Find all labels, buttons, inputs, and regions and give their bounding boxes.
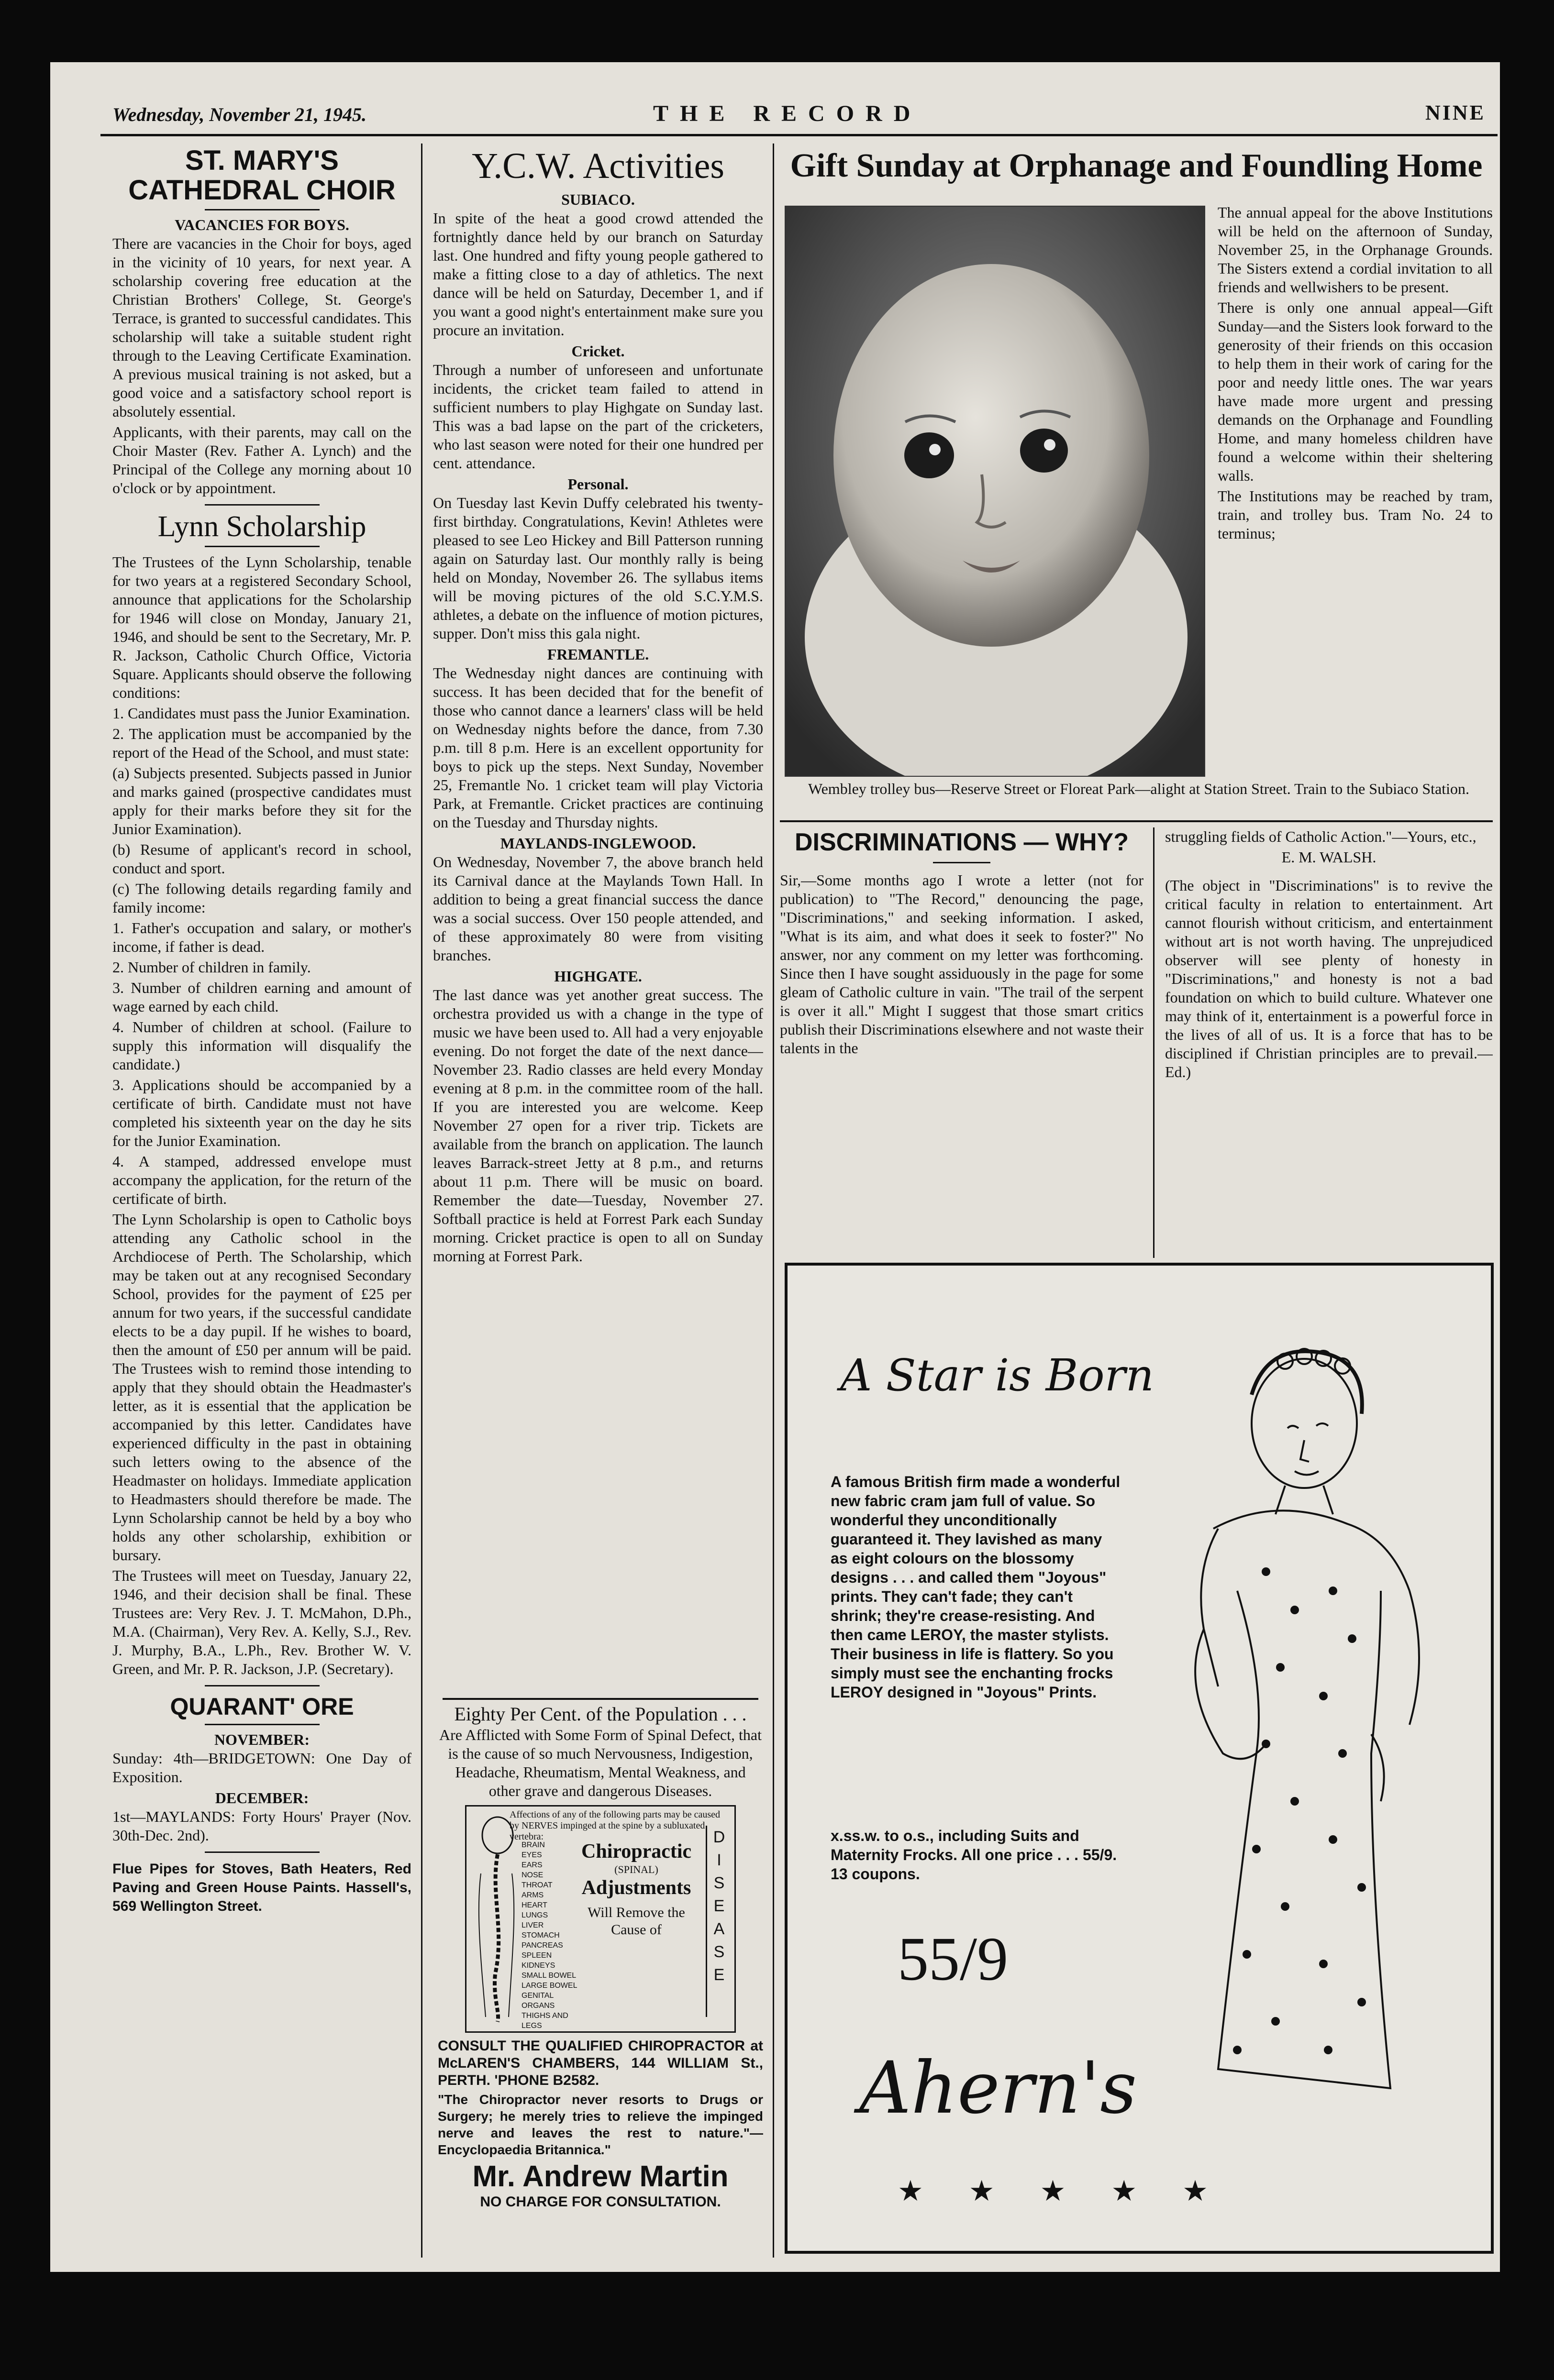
section-rule xyxy=(780,820,1493,822)
orphanage-paragraph: The Institutions may be reached by tram, train, and trolley bus. Tram No. 24 to terminus; xyxy=(1218,487,1493,542)
paper-name: THE RECORD xyxy=(653,101,922,126)
organ-item: THIGHS AND LEGS xyxy=(522,2012,568,2030)
chiropractor-ad xyxy=(438,1703,763,2258)
chiro-consult: CONSULT THE QUALIFIED CHIROPRACTOR at McLAREN'S CHAMBERS, 144 WILLIAM St., PERTH. 'PHONE B2582. xyxy=(438,2038,763,2088)
issue-date: Wednesday, November 21, 1945. xyxy=(112,104,367,125)
discriminations-cont-text: struggling fields of Catholic Action."—Yours, etc., xyxy=(1165,828,1476,845)
ycw-section-head: HIGHGATE. xyxy=(554,968,642,985)
ad-price: 55/9 xyxy=(898,1925,1009,1994)
ad-sizes: x.ss.w. to o.s., including Suits and Maternity Frocks. All one price . . . 55/9. 13 coupons. xyxy=(831,1827,1117,1883)
discriminations-letter xyxy=(780,827,1143,1272)
column-1 xyxy=(112,146,411,2260)
ad-rule xyxy=(443,1698,758,1700)
lynn-paragraph: (b) Resume of applicant's record in school, conduct and sport. xyxy=(112,841,411,877)
discriminations-letter-text: Sir,—Some months ago I wrote a letter (not for publication) to "The Record," denouncing the page, "Discriminations," and seeking information. I asked, "What is its aim, and what does it seek to foster?" No answer, nor any comment on my letter was forthcoming. Since then I have sought assiduously in the page for some gleam of Catholic culture in vain. "The trail of the serpent is over it all." Might I suggest that those smart critics publish their Discriminations elsewhere and not waste their talents in the xyxy=(780,871,1143,1057)
quarant-title: QUARANT' ORE xyxy=(170,1693,354,1720)
adjustments-word: Adjustments xyxy=(581,1877,691,1899)
column-rule-1 xyxy=(421,143,422,2258)
lynn-paragraph: The Trustees of the Lynn Scholarship, tenable for two years at a registered Secondary School, announce that applications for the Scholarship for 1946 will close on Monday, January 21, 1946, and should be sent to the Secretary, Mr. P. R. Jackson, Catholic Church Office, Victoria Square. Applicants should observe the following conditions: xyxy=(112,553,411,701)
baby-portrait-image xyxy=(786,207,1204,776)
will-remove: Will Remove the Cause of xyxy=(588,1905,685,1938)
organ-item: EYES xyxy=(522,1851,542,1859)
organ-item: KIDNEYS xyxy=(522,1961,555,1970)
lynn-paragraph: 1. Father's occupation and salary, or mother's income, if father is dead. xyxy=(112,919,411,955)
choir-title: ST. MARY'S CATHEDRAL CHOIR xyxy=(128,146,396,206)
lynn-paragraph: The Trustees will meet on Tuesday, January 22, 1946, and their decision shall be final. These Trustees are: Very Rev. J. T. McMahon, D.Ph., M.A. (Chairman), Very Rev. A. Kelly, S.J., Rev. J. Murphy, B.A., L.Ph., Rev. Brother W. V. Green, and Mr. P. R. Jackson, J.P. (Secretary). xyxy=(112,1567,411,1677)
divider xyxy=(205,1685,320,1686)
ycw-section-body: The last dance was yet another great success. The orchestra provided us with a change in the type of music we have been used to. All had a very enjoyable evening. Do not forget the date of the next dance—November 23. Radio classes are held every Monday evening at 8 p.m. in the committee room of the hall. If you are interested you are welcome. Keep November 27 open for a river trip. Tickets are available from the branch on application. The launch leaves Barrack-street Jetty at 8 p.m., and returns about 11 p.m. There will be music on board. Remember the date—Tuesday, November 27. Softball practice is held at Forrest Park each Sunday morning. Cricket practice is open to all on Sunday morning at Forrest Park. xyxy=(433,986,763,1265)
organ-item: BRAIN xyxy=(522,1841,545,1849)
lynn-title: Lynn Scholarship xyxy=(157,510,366,543)
ycw-section-body: On Tuesday last Kevin Duffy celebrated his twenty-first birthday. Congratulations, Kevin! Athletes were pleased to see Leo Hickey and Bill Patterson running again on Saturday last. Our monthly rally is being held on Monday, November 26. The syllabus items will be moving pictures of the old S.C.Y.M.S. athletes, a debate on the influence of motion pictures, supper. Don't miss this gala night. xyxy=(433,494,763,642)
organ-item: PANCREAS xyxy=(522,1941,563,1950)
chiro-box xyxy=(465,1805,736,2033)
ad-body: A famous British firm made a wonderful new fabric cram jam full of value. So wonderful they unconditionally guaranteed it. They lavished as many as eight colours on the blossomy designs . . . and called them "Joyous" prints. They can't fade; they can't shrink; they're crease-resisting. And then came LEROY, the master stylists. Their business in life is flattery. So you simply must see the enchanting frocks LEROY designed in "Joyous" Prints. xyxy=(831,1473,1121,1701)
quarant-nov-head: NOVEMBER: xyxy=(214,1731,310,1748)
lynn-paragraph: (a) Subjects presented. Subjects passed in Junior and marks gained (prospective candidates must apply for their marks before they sit for the Junior Examination). xyxy=(112,764,411,837)
chiro-free: NO CHARGE FOR CONSULTATION. xyxy=(480,2194,721,2210)
disease-letter: S xyxy=(713,1874,725,1892)
ycw-section-head: MAYLANDS-INGLEWOOD. xyxy=(500,835,696,852)
ycw-section-body: The Wednesday night dances are continuing with success. It has been decided that for the benefit of those who cannot dance a learners' class will be held on Wednesday nights before the dance, from 7.30 p.m. till 8 p.m. Here is an excellent opportunity for boys to pick up the steps. Next Sunday, November 25, Fremantle No. 1 cricket team will play Victoria Park, at Fremantle. Cricket practices are continuing on the Tuesday and Thursday nights. xyxy=(433,664,763,831)
lynn-paragraph: 3. Number of children earning and amount of wage earned by each child. xyxy=(112,979,411,1015)
organ-item: STOMACH xyxy=(522,1931,560,1939)
header-rule xyxy=(100,134,1498,136)
editor-note: (The object in "Discriminations" is to revive the critical faculty in relation to entertainment. Art cannot flourish without criticism, and entertainment without art is not worth having. The unprejudiced observer will see plenty of honesty in "Discriminations," and honesty is not a bad foundation on which to build culture. Whatever one may think of it, entertainment is a powerful force in the lives of all of us. It is a force that has to be disciplined if Christian principles are to prevail.—Ed.) xyxy=(1165,877,1493,1080)
spinal-word: (SPINAL) xyxy=(614,1863,658,1875)
flue-ad: Flue Pipes for Stoves, Bath Heaters, Red Paving and Green House Paints. Hassell's, 569 Wellington Street. xyxy=(112,1861,411,1914)
chiro-headline: Eighty Per Cent. of the Population . . . xyxy=(454,1703,747,1725)
aherns-ad xyxy=(785,1263,1494,2254)
discriminations-signature: E. M. WALSH. xyxy=(1281,848,1376,866)
baby-photo xyxy=(785,206,1205,777)
ycw-section-head: FREMANTLE. xyxy=(547,646,649,663)
organ-item: LIVER xyxy=(522,1921,544,1929)
ycw-section-head: Cricket. xyxy=(571,342,625,360)
organ-item: NOSE xyxy=(522,1871,544,1879)
organ-item: ARMS xyxy=(522,1891,544,1899)
chiro-headline-block xyxy=(581,1840,691,1939)
column-rule-3 xyxy=(1153,827,1154,1258)
woman-in-dress-illustration xyxy=(1122,1323,1467,2184)
divider xyxy=(205,1724,320,1725)
choir-paragraph: Applicants, with their parents, may call on the Choir Master (Rev. Father A. Lynch) and the Principal of the College any morning about 10 o'clock or by appointment. xyxy=(112,423,411,496)
ycw-section-head: SUBIACO. xyxy=(561,191,635,208)
lynn-paragraph: The Lynn Scholarship is open to Catholic boys attending any Catholic school in the Archdiocese of Perth. The Scholarship, which may be taken out at any recognised Secondary School, provides for the payment of £25 per annum for two years, if the successful candidate elects to be a day pupil. If he wishes to board, then the amount of £50 per annum will be paid. The Trustees wish to remind those intending to apply that they should obtain the Headmaster's letter, as it is essential that the application be accompanied by this letter. Candidates have experienced difficulty in the past in obtaining such letters owing to the absence of the Headmaster on holidays. Immediate application to Headmasters should therefore be made. The Lynn Scholarship cannot be held by a boy who holds any other scholarship, exhibition or bursary. xyxy=(112,1211,411,1564)
ycw-section-body: On Wednesday, November 7, the above branch held its Carnival dance at the Maylands Town Hall. In addition to being a great financial success the dance was a social success. Over 150 people attended, and of these approximately 80 were from visiting branches. xyxy=(433,853,763,964)
chiro-quote: "The Chiropractor never resorts to Drugs or Surgery; he merely tries to relieve the impinged nerve and leaves the rest to nature."—Encyclopaedia Britannica." xyxy=(438,2092,763,2157)
discriminations-cont xyxy=(1165,827,1493,1272)
choir-subhead: VACANCIES FOR BOYS. xyxy=(175,216,349,233)
organ-item: EARS xyxy=(522,1861,543,1869)
lynn-paragraph: 2. The application must be accompanied by the report of the Head of the School, and must state: xyxy=(112,725,411,761)
spine-figure-icon xyxy=(471,1816,519,2027)
divider xyxy=(205,546,320,547)
organ-item: LARGE BOWEL xyxy=(522,1982,577,1990)
disease-letter: I xyxy=(717,1851,722,1869)
choir-paragraph: There are vacancies in the Choir for boys, aged in the vicinity of 10 years, for next year. A scholarship covering free education at the Christian Brothers' College, St. George's Terrace, is granted to successful candidates. This scholarship will take a suitable student right through to the Leaving Certificate Examination. A previous musical training is not asked, but a good voice and a satisfactory school report is absolutely essential. xyxy=(112,235,411,420)
disease-word xyxy=(707,1826,731,1986)
disease-letter: S xyxy=(713,1943,725,1961)
column-2 xyxy=(433,146,763,1691)
quarant-dec-head: DECEMBER: xyxy=(215,1789,309,1807)
disease-letter: D xyxy=(713,1828,725,1846)
divider xyxy=(205,1851,320,1853)
organ-item: HEART xyxy=(522,1901,547,1909)
organ-item: SMALL BOWEL xyxy=(522,1972,577,1980)
quarant-nov-body: Sunday: 4th—BRIDGETOWN: One Day of Exposition. xyxy=(112,1750,411,1785)
ycw-section-head: Personal. xyxy=(567,475,629,493)
organ-item: LUNGS xyxy=(522,1911,548,1919)
ad-script-title: A Star is Born xyxy=(840,1350,1154,1401)
lynn-paragraph: 1. Candidates must pass the Junior Examination. xyxy=(112,705,411,722)
chiro-box-caption: Affections of any of the following parts may be caused by NERVES impinged at the spine by a subluxated vertebra: xyxy=(510,1809,721,1842)
ycw-section-body: Through a number of unforeseen and unfortunate incidents, the cricket team failed to attend in sufficient numbers to play Highgate on Sunday last. This was a bad lapse on the part of the cricketers, who last season were noted for their one hundred per cent. attendance. xyxy=(433,361,763,472)
chiropractic-word: Chiropractic xyxy=(581,1840,692,1862)
orphanage-paragraph: There is only one annual appeal—Gift Sunday—and the Sisters look forward to the generosity of their friends on this occasion to help them in their work of caring for the poor and needy little ones. The war years have made more urgent and pressing demands on the Orphanage and Foundling Home, and many homeless children have found a welcome within their sheltering walls. xyxy=(1218,299,1493,484)
organ-item: GENITAL ORGANS xyxy=(522,1992,555,2010)
column-rule-2 xyxy=(773,143,774,2258)
ad-logo: Ahern's xyxy=(859,2047,1137,2130)
orphanage-title: Gift Sunday at Orphanage and Foundling Home xyxy=(790,147,1483,184)
discriminations-title: DISCRIMINATIONS — WHY? xyxy=(794,828,1129,856)
lynn-paragraph: 4. A stamped, addressed envelope must accompany the application, for the return of the certificate of birth. xyxy=(112,1153,411,1207)
disease-column xyxy=(706,1826,731,2017)
orphanage-caption: Wembley trolley bus—Reserve Street or Floreat Park—alight at Station Street. Train to the Subiaco Station. xyxy=(808,780,1470,797)
chiro-intro: Are Afflicted with Some Form of Spinal Defect, that is the cause of so much Nervousness, Indigestion, Headache, Rheumatism, Mental Weakness, and other grave and dangerous Diseases. xyxy=(439,1726,762,1799)
title-rule xyxy=(205,209,320,210)
disease-letter: E xyxy=(713,1897,725,1915)
orphanage-text xyxy=(1218,203,1493,906)
organ-list xyxy=(522,1840,584,2031)
lynn-paragraph: (c) The following details regarding family and family income: xyxy=(112,880,411,916)
divider xyxy=(205,504,320,506)
divider xyxy=(933,862,990,863)
chiro-name: Mr. Andrew Martin xyxy=(472,2160,729,2193)
organ-item: SPLEEN xyxy=(522,1951,552,1960)
organ-item: THROAT xyxy=(522,1881,553,1889)
newspaper-page xyxy=(50,62,1500,2272)
ad-stars: ★ ★ ★ ★ ★ xyxy=(898,2175,1227,2207)
lynn-paragraph: 3. Applications should be accompanied by a certificate of birth. Candidate must not have completed his sixteenth year on the day he sits for the Junior Examination. xyxy=(112,1076,411,1149)
orphanage-paragraph: The annual appeal for the above Institutions will be held on the afternoon of Sunday, November 25, in the Orphanage Grounds. The Sisters extend a cordial invitation to all friends and wellwishers to be present. xyxy=(1218,204,1493,296)
disease-letter: A xyxy=(713,1920,725,1938)
lynn-paragraph: 2. Number of children in family. xyxy=(112,959,311,976)
disease-letter: E xyxy=(713,1966,725,1984)
page-number: NINE xyxy=(1425,101,1486,124)
quarant-dec-body: 1st—MAYLANDS: Forty Hours' Prayer (Nov. 30th-Dec. 2nd). xyxy=(112,1808,411,1844)
ycw-title: Y.C.W. Activities xyxy=(472,146,724,186)
ycw-section-body: In spite of the heat a good crowd attended the fortnightly dance held by our branch on Saturday last. One hundred and fifty young people gathered to make a fitting close to a day of athletics. The next dance will be held on Saturday, December 1, and if you want a good night's entertainment make sure you procure an invitation. xyxy=(433,209,763,339)
lynn-paragraph: 4. Number of children at school. (Failure to supply this information will disqualify the candidate.) xyxy=(112,1018,411,1073)
masthead xyxy=(50,100,1500,134)
